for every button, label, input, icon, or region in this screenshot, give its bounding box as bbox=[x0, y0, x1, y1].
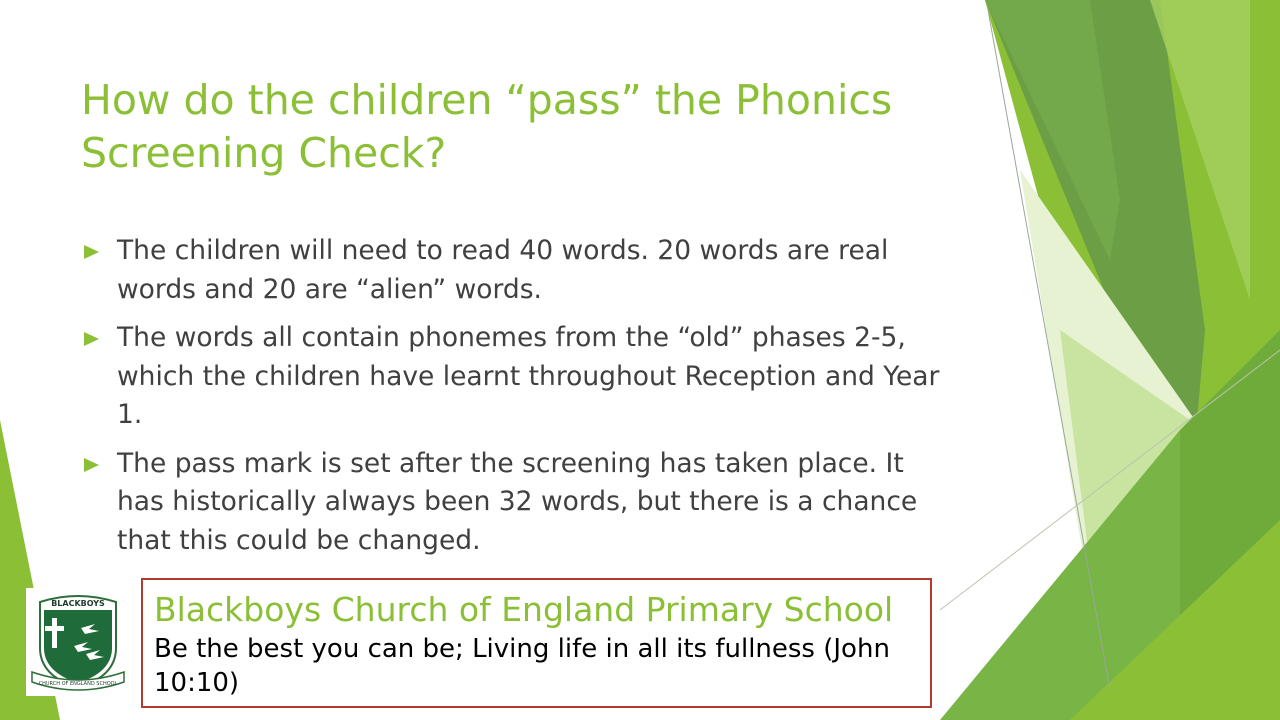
bullet-item bbox=[84, 232, 954, 309]
bullet-item bbox=[84, 445, 954, 561]
triangle-bullet-icon bbox=[84, 245, 99, 259]
bullet-text: The pass mark is set after the screening has taken place. It has historically always been 32 words, but there is a chance that this could be changed. bbox=[117, 447, 918, 556]
school-name: Blackboys Church of England Primary School bbox=[154, 590, 894, 629]
school-motto: Be the best you can be; Living life in all its fullness (John 10:10) bbox=[154, 634, 890, 698]
slide-title: How do the children “pass” the Phonics Screening Check? bbox=[81, 76, 893, 177]
logo-top-text: BLACKBOYS bbox=[51, 599, 105, 608]
bullet-item bbox=[84, 319, 954, 435]
school-crest-icon bbox=[26, 588, 130, 696]
bullet-text: The words all contain phonemes from the “old” phases 2-5, which the children have learnt throughout Reception and Year 1. bbox=[117, 322, 940, 430]
school-info-box bbox=[141, 578, 932, 708]
logo-bottom-text: CHURCH OF ENGLAND SCHOOL bbox=[38, 681, 118, 687]
bullet-text: The children will need to read 40 words. 20 words are real words and 20 are “alien” words. bbox=[117, 235, 889, 305]
triangle-bullet-icon bbox=[84, 458, 99, 472]
bullet-list bbox=[84, 232, 954, 570]
triangle-bullet-icon bbox=[84, 332, 99, 346]
